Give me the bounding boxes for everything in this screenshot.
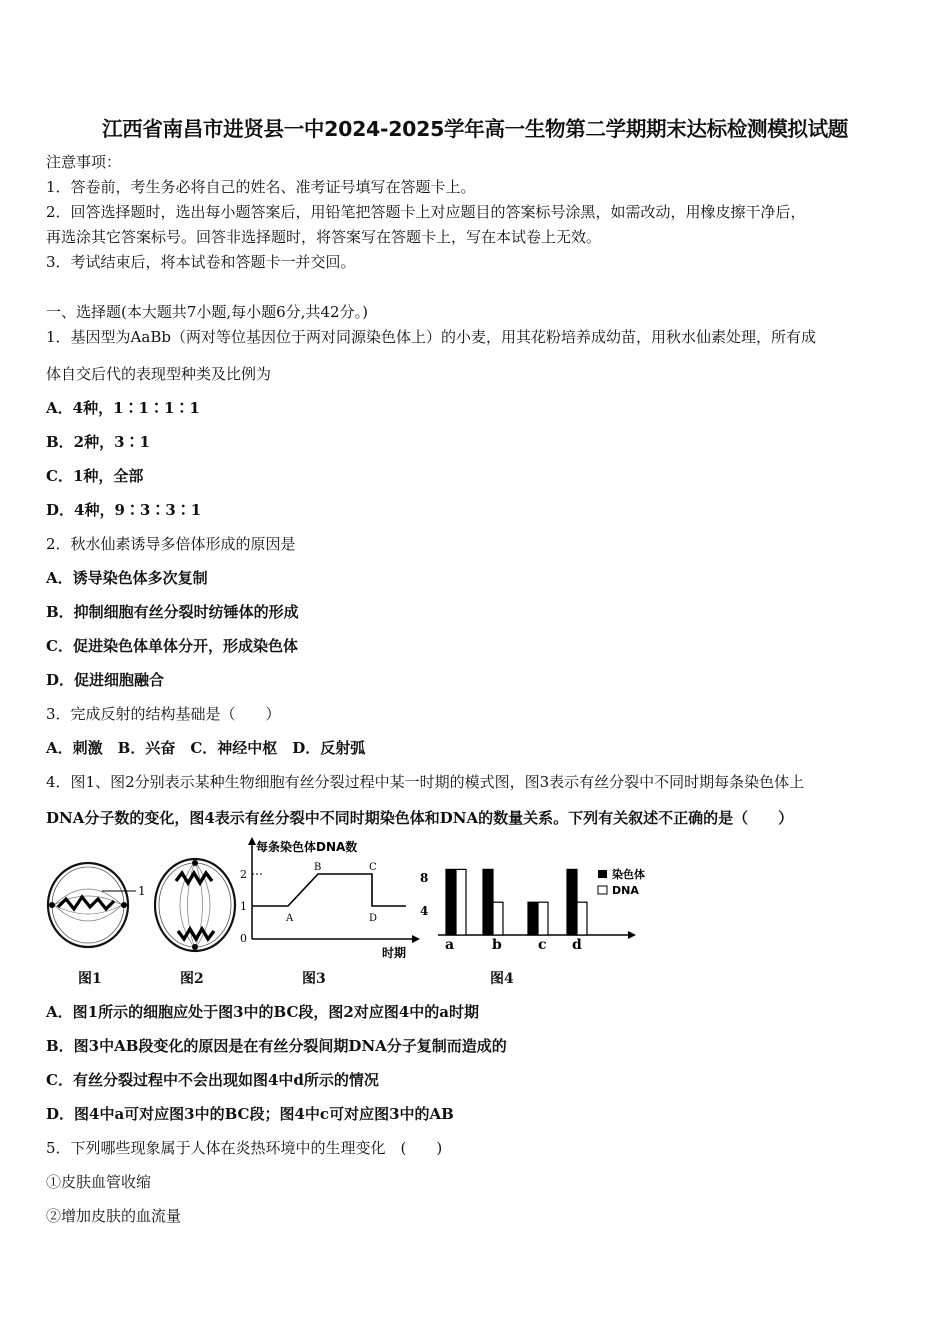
fig4-bar-c-chromosome — [528, 902, 538, 935]
fig3-label: 图3 — [302, 971, 326, 987]
fig3-chart — [240, 837, 420, 960]
q2-option-a: A．诱导染色体多次复制 — [46, 569, 208, 587]
q2-option-c: C．促进染色体单体分开，形成染色体 — [46, 637, 298, 655]
q3-options: A．刺激 B．兴奋 C．神经中枢 D．反射弧 — [46, 739, 366, 757]
fig4-bar-b-dna — [493, 902, 503, 935]
q2-option-d: D．促进细胞融合 — [46, 671, 165, 689]
fig4-cat-c: c — [538, 937, 547, 953]
q3-stem: 3．完成反射的结构基础是（ ） — [46, 705, 281, 723]
notice-heading: 注意事项： — [46, 153, 122, 171]
notice-item-1: 1．答卷前，考生务必将自己的姓名、准考证号填写在答题卡上。 — [46, 178, 476, 196]
notice-item-2-cont: 再选涂其它答案标号。回答非选择题时，将答案写在答题卡上，写在本试卷上无效。 — [46, 228, 602, 246]
fig4-ytick-4: 4 — [420, 904, 429, 918]
q4-option-a: A．图1所示的细胞应处于图3中的BC段，图2对应图4中的a时期 — [46, 1003, 480, 1021]
fig4-cat-b: b — [492, 937, 502, 953]
fig4-bar-a-chromosome — [446, 869, 456, 935]
section-heading: 一、选择题(本大题共7小题,每小题6分,共42分。) — [46, 303, 368, 321]
fig4-bar-d-chromosome — [567, 869, 577, 935]
fig4-legend-chromosome: 染色体 — [612, 868, 645, 881]
fig4-legend-dna-swatch — [598, 886, 607, 894]
q1-option-d: D．4种，9∶3∶3∶1 — [46, 501, 202, 519]
fig3-line — [252, 874, 406, 906]
fig4-cat-d: d — [572, 937, 582, 953]
fig4-legend-dna: DNA — [612, 884, 639, 897]
fig4-bar-a-dna — [456, 869, 466, 935]
q2-stem: 2．秋水仙素诱导多倍体形成的原因是 — [46, 535, 296, 553]
fig1-label: 图1 — [78, 971, 102, 987]
fig3-ylabel: 每条染色体DNA数 — [256, 840, 358, 854]
q4-option-d: D．图4中a可对应图3中的BC段；图4中c可对应图3中的AB — [46, 1105, 454, 1123]
q5-item-2: ②增加皮肤的血流量 — [46, 1207, 182, 1225]
q5-item-1: ①皮肤血管收缩 — [46, 1173, 152, 1191]
notice-item-3: 3．考试结束后，将本试卷和答题卡一并交回。 — [46, 253, 356, 271]
q1-option-a: A．4种，1∶1∶1∶1 — [46, 399, 200, 417]
q4-figures — [40, 835, 680, 995]
fig4-ytick-8: 8 — [420, 871, 429, 885]
fig1-cell — [48, 863, 146, 947]
fig4-legend-chromosome-swatch — [598, 870, 607, 878]
fig3-point-b: B — [314, 862, 322, 873]
fig4-bars — [446, 869, 587, 935]
q1-option-b: B．2种，3∶1 — [46, 433, 150, 451]
fig4-bar-c-dna — [538, 902, 548, 935]
q1-option-c: C．1种，全部 — [46, 467, 144, 485]
q4-option-b: B．图3中AB段变化的原因是在有丝分裂间期DNA分子复制而造成的 — [46, 1037, 507, 1055]
fig2-label: 图2 — [180, 971, 204, 987]
fig2-cell — [155, 859, 235, 951]
fig3-point-c: C — [369, 862, 377, 873]
q2-option-b: B．抑制细胞有丝分裂时纺锤体的形成 — [46, 603, 299, 621]
fig4-label: 图4 — [490, 971, 514, 987]
q4-stem-2: DNA分子数的变化，图4表示有丝分裂中不同时期染色体和DNA的数量关系。下列有关叙述不正确的是（ ） — [46, 809, 794, 827]
q1-stem-1: 1．基因型为AaBb（两对等位基因位于两对同源染色体上）的小麦，用其花粉培养成幼苗，用秋水仙素处理，所有成 — [46, 328, 816, 346]
q4-stem-1: 4．图1、图2分别表示某种生物细胞有丝分裂过程中某一时期的模式图，图3表示有丝分裂中不同时期每条染色体上 — [46, 773, 805, 791]
fig3-point-d: D — [369, 913, 378, 924]
q4-option-c: C．有丝分裂过程中不会出现如图4中d所示的情况 — [46, 1071, 379, 1089]
q1-stem-2: 体自交后代的表现型种类及比例为 — [46, 365, 272, 383]
notice-item-2: 2．回答选择题时，选出每小题答案后，用铅笔把答题卡上对应题目的答案标号涂黑，如需改动，用橡皮擦干净后， — [46, 203, 806, 221]
fig3-xlabel: 时期 — [382, 946, 407, 960]
fig4-chart — [420, 867, 645, 953]
fig4-bar-b-chromosome — [483, 869, 493, 935]
fig3-ytick-0: 0 — [240, 932, 247, 945]
fig4-bar-d-dna — [577, 902, 587, 935]
fig3-ytick-1: 1 — [240, 900, 247, 913]
q5-stem: 5．下列哪些现象属于人体在炎热环境中的生理变化 ( ) — [46, 1139, 443, 1157]
fig4-cat-a: a — [445, 937, 455, 953]
fig3-ytick-2: 2 — [240, 868, 247, 881]
page-title: 江西省南昌市进贤县一中2024-2025学年高一生物第二学期期末达标检测模拟试题 — [101, 117, 849, 141]
fig3-point-a: A — [286, 913, 294, 924]
fig1-marker: 1 — [138, 884, 146, 898]
